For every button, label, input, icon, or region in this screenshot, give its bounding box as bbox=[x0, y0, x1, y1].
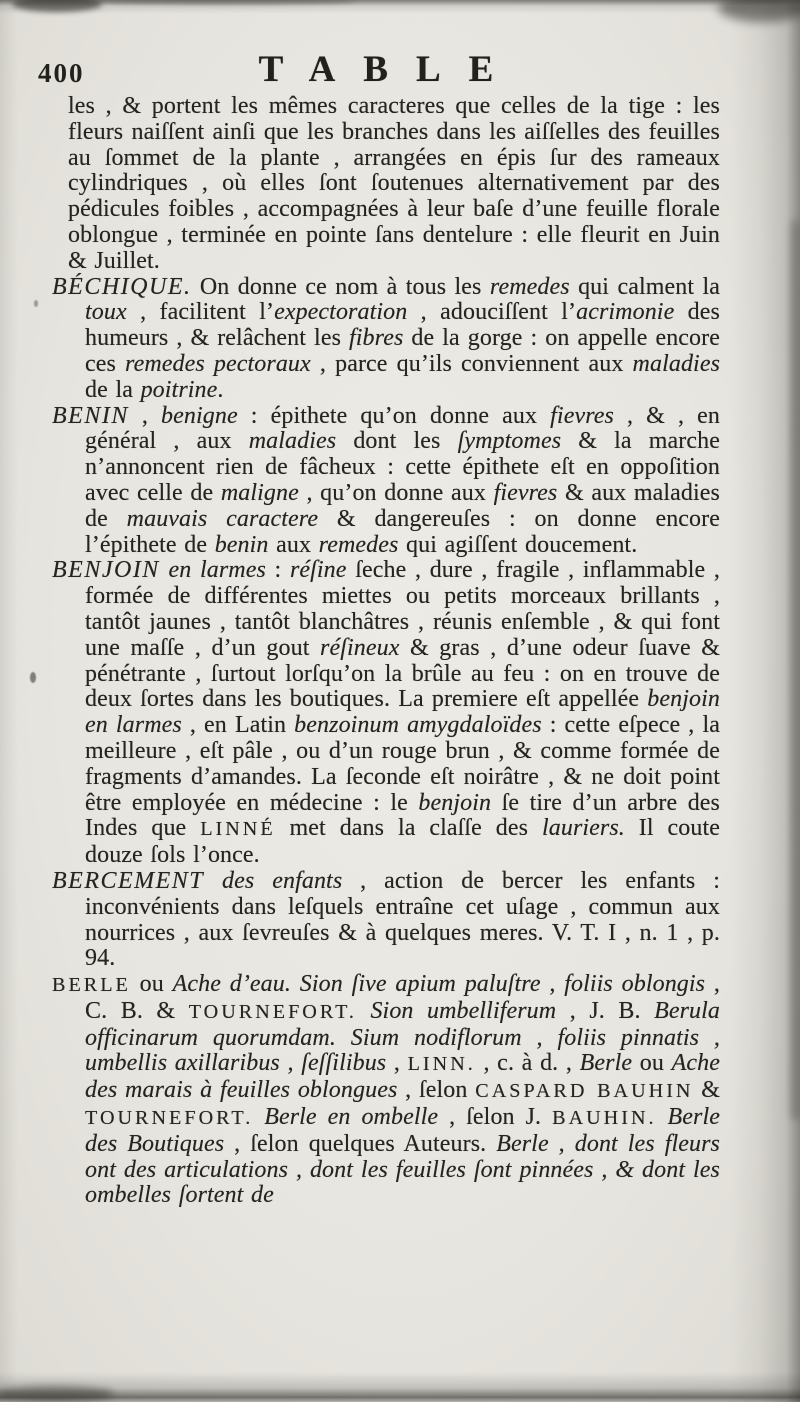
text-segment: de la gorge : on appelle encore ces bbox=[85, 325, 720, 377]
dictionary-entry bbox=[52, 972, 720, 1209]
text-segment: LINN. bbox=[407, 1053, 476, 1076]
text-segment: benjoin en larmes bbox=[85, 686, 720, 739]
text-segment: poitrine bbox=[140, 376, 218, 403]
text-segment: , c. à d. , bbox=[475, 1050, 580, 1077]
text-segment: Berula officinarum quorumdam. Sium nodiflorum , foliis pinnatis , umbellis axillaribus , ſeſſilibus bbox=[85, 997, 721, 1077]
text-segment: met dans la claſſe des bbox=[275, 815, 542, 842]
text-segment: , bbox=[128, 402, 162, 429]
text-segment: réſine bbox=[289, 557, 347, 584]
scan-shadow-right-edge bbox=[790, 220, 800, 1120]
dictionary-entry bbox=[52, 869, 720, 972]
running-title: TABLE bbox=[258, 49, 522, 90]
text-segment: : cette eſpece , la meilleure , eſt pâle , ou d’un rouge brun , & comme formée de fragments d’amandes. La ſeconde eſt noirâtre , & ne doit point être employée en médecine : le bbox=[85, 712, 720, 816]
text-segment: ſymptomes bbox=[457, 428, 562, 455]
text-segment: & la marche n’annoncent rien de fâcheux : cette épithete eſt en oppoſition avec celle de bbox=[85, 428, 721, 506]
text-segment: des humeurs , & relâchent les bbox=[85, 299, 720, 352]
entry-headword: BÉCHIQUE. bbox=[52, 273, 192, 300]
text-segment: benjoin bbox=[418, 789, 492, 816]
text-segment: , ſelon bbox=[397, 1077, 476, 1104]
text-segment: TOURNEFORT. bbox=[188, 1000, 357, 1023]
text-segment: Il coute douze ſols l’once. bbox=[85, 815, 720, 869]
text-segment: Berle , dont les fleurs ont des articulations , dont les feuilles ſont pinnées , & dont les ombelles ſortent de bbox=[85, 1130, 720, 1209]
dictionary-entry bbox=[52, 404, 720, 559]
text-segment: , J. B. bbox=[556, 997, 655, 1024]
entry-headword: BENIN bbox=[52, 402, 129, 429]
text-segment: dont les bbox=[336, 428, 458, 455]
text-segment: , ſelon quelques Auteurs. bbox=[224, 1130, 497, 1157]
scan-edge-top bbox=[96, 0, 356, 5]
text-block bbox=[52, 94, 720, 1209]
text-segment: maladies bbox=[248, 428, 337, 455]
text-segment: , & , en général , aux bbox=[85, 402, 720, 455]
text-segment: mauvais caractere bbox=[126, 505, 319, 532]
text-segment: , bbox=[386, 1050, 408, 1077]
text-segment: , C. B. & bbox=[85, 971, 721, 1024]
text-segment: ſeche , dure , fragile , inflammable , formée de différentes miettes ou petits morceaux brillants , tantôt jaunes , tantôt blanchâtres , réunis enſemble , & qui font une maſſe , d’un gout bbox=[85, 557, 720, 661]
text-segment: & dangereuſes : on donne encore l’épithete de bbox=[85, 505, 721, 558]
text-segment: , qu’on donne aux bbox=[298, 479, 494, 506]
text-segment: de la bbox=[85, 376, 141, 403]
text-segment: fievres bbox=[493, 479, 558, 506]
text-segment: expectoration bbox=[274, 299, 408, 326]
text-segment: , facilitent l’ bbox=[126, 299, 275, 326]
text-segment: ſe tire d’un arbre des Indes que bbox=[85, 789, 720, 842]
text-segment: , parce qu’ils conviennent aux bbox=[310, 350, 633, 377]
text-segment bbox=[657, 1104, 668, 1130]
entry-headword: BENJOIN bbox=[52, 557, 160, 584]
text-segment bbox=[357, 998, 371, 1024]
text-segment: benigne bbox=[161, 402, 238, 429]
text-segment: Berle des Boutiques bbox=[85, 1104, 720, 1157]
text-segment: qui calment la bbox=[569, 273, 721, 300]
text-segment: LINNÉ bbox=[200, 818, 276, 841]
text-segment: & gras , d’une odeur ſuave & pénétrante , ſurtout lorſqu’on la brûle au feu : on en trouve de deux ſortes dans les boutiques. La premiere eſt appellée bbox=[85, 634, 720, 713]
text-segment: , adouciſſent l’ bbox=[407, 299, 577, 326]
text-segment: Ache d’eau. Sion ſive apium paluſtre , foliis oblongis bbox=[172, 971, 706, 998]
text-segment: qui agiſſent doucement. bbox=[398, 531, 638, 558]
text-segment: remedes bbox=[489, 273, 570, 300]
text-segment: ou bbox=[632, 1050, 672, 1077]
text-segment: remedes bbox=[318, 531, 399, 558]
text-segment: toux bbox=[85, 299, 127, 326]
scan-smudge-top-left bbox=[12, 0, 102, 12]
dictionary-entry bbox=[52, 558, 720, 869]
text-segment: aux bbox=[268, 531, 319, 558]
text-segment: . bbox=[217, 376, 224, 403]
text-segment: TOURNEFORT. bbox=[85, 1107, 254, 1130]
page-header bbox=[38, 48, 728, 92]
ink-speck bbox=[30, 672, 36, 683]
text-segment: benin bbox=[214, 531, 269, 558]
text-segment: & aux maladies de bbox=[85, 479, 720, 532]
text-segment: , ſelon J. bbox=[438, 1104, 553, 1131]
text-segment: les , & portent les mêmes caracteres que celles de la tige : les fleurs naiſſent ainſi que les branches dans les aiſſelles des feuilles au ſommet de la plante , arrangées en épis ſur des rameaux cylindriques , où elles ſont ſoutenues alternativement par des pédicules foibles , accompagnées à leur baſe d’une feuille florale oblongue , terminée en pointe ſans dentelure : elle fleurit en Juin & Juillet. bbox=[68, 93, 720, 274]
text-segment: fievres bbox=[550, 402, 614, 429]
text-segment: & bbox=[693, 1077, 721, 1104]
text-segment: réſineux bbox=[320, 634, 400, 661]
ink-speck bbox=[34, 300, 38, 307]
text-segment: acrimonie bbox=[576, 299, 675, 326]
text-segment: Sion umbelliferum bbox=[370, 997, 557, 1024]
text-segment: : épithete qu’on donne aux bbox=[237, 402, 551, 429]
text-segment: Berle en ombelle bbox=[264, 1104, 439, 1131]
text-segment: On donne ce nom à tous les bbox=[191, 273, 490, 300]
text-segment: BERLE bbox=[52, 974, 131, 997]
text-segment: maligne bbox=[220, 479, 299, 506]
scan-smudge-top-right bbox=[718, 0, 800, 22]
page-number: 400 bbox=[38, 58, 85, 88]
text-segment: , en Latin bbox=[181, 712, 295, 739]
text-segment: ou bbox=[130, 971, 173, 998]
entry-headword: BERCEMENT bbox=[52, 867, 205, 894]
scan-smudge-bottom-left bbox=[0, 1386, 114, 1402]
dictionary-entry bbox=[52, 275, 720, 404]
text-segment: des enfants bbox=[204, 867, 343, 894]
text-segment bbox=[253, 1104, 264, 1130]
text-segment: fibres bbox=[349, 325, 404, 352]
text-segment: BAUHIN. bbox=[552, 1107, 657, 1130]
text-segment: remedes pectoraux bbox=[125, 350, 311, 377]
text-segment: lauriers. bbox=[541, 815, 625, 842]
text-segment: Berle bbox=[579, 1050, 633, 1077]
text-segment: Ache des marais à feuilles oblongues bbox=[85, 1050, 720, 1104]
text-segment: benzoinum amygdaloïdes bbox=[294, 712, 542, 739]
text-segment: : bbox=[265, 557, 290, 584]
text-segment: maladies bbox=[632, 350, 721, 377]
text-segment: en larmes bbox=[159, 557, 266, 584]
continuation-paragraph bbox=[52, 94, 720, 275]
text-segment: CASPARD BAUHIN bbox=[475, 1080, 694, 1103]
text-segment: , action de bercer les enfants : inconvénients dans leſquels entraîne cet uſage , commun aux nourrices , aux ſevreuſes & à quelques meres. V. T. I , n. 1 , p. 94. bbox=[85, 867, 720, 972]
